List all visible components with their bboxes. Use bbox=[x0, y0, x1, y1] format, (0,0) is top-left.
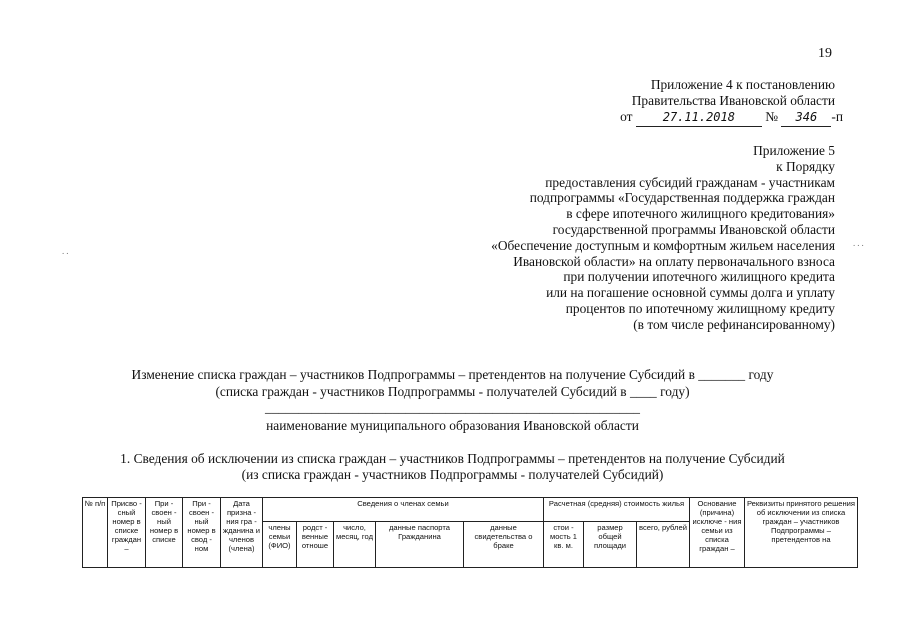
col-family-members: члены семьи (ФИО) bbox=[263, 522, 297, 568]
appendix5-block bbox=[491, 143, 835, 333]
handwritten-date: 27.11.2018 bbox=[636, 110, 762, 127]
appendix5-line: государственной программы Ивановской области bbox=[552, 221, 835, 237]
section1-heading: 1. Сведения об исключении из списка граждан – участников Подпрограммы – претендентов на получение Субсидий bbox=[120, 451, 785, 466]
handwritten-number: 346 bbox=[781, 110, 831, 127]
appendix4-line1: Приложение 4 к постановлению bbox=[650, 77, 835, 92]
col-exclusion-reason: Основание (причина) исключе - ния семьи из списка граждан – bbox=[690, 498, 745, 568]
appendix4-date-line bbox=[620, 109, 843, 127]
col-summary-number: При - своен - ный номер в свод - ном bbox=[183, 498, 221, 568]
appendix5-line: подпрограммы «Государственная поддержка граждан bbox=[529, 190, 835, 206]
housing-cost-header: Расчетная (средняя) стоимость жилья bbox=[544, 498, 690, 522]
appendix5-line: в сфере ипотечного жилищного кредитования» bbox=[566, 206, 835, 222]
appendix5-line: Приложение 5 bbox=[753, 143, 835, 158]
document-subtitle: (списка граждан - участников Подпрограммы - получателей Субсидий в ____ году) bbox=[215, 384, 690, 399]
exclusion-table bbox=[82, 497, 858, 568]
col-recognition-date: Дата призна - ния гра - жданина и членов (члена) bbox=[221, 498, 263, 568]
number-label: № bbox=[765, 109, 778, 124]
number-suffix: -п bbox=[831, 109, 843, 124]
municipality-underline: ________________________________________________________ bbox=[265, 400, 640, 415]
col-decision-requisites: Реквизиты принятого решения об исключении из списка граждан – участников Подпрограммы – претендентов на bbox=[745, 498, 858, 568]
section1-subheading: (из списка граждан - участников Подпрограммы - получателей Субсидий) bbox=[241, 467, 664, 482]
from-label: от bbox=[620, 109, 633, 124]
col-assigned-number: Присво - сный номер в списке граждан – bbox=[108, 498, 146, 568]
document-title: Изменение списка граждан – участников Подпрограммы – претендентов на получение Субсидий в _______ году bbox=[131, 367, 774, 382]
col-number: № п/п bbox=[83, 498, 108, 568]
col-total-rubles: всего, рублей bbox=[637, 522, 690, 568]
appendix4-line2: Правительства Ивановской области bbox=[631, 93, 835, 108]
col-marriage-certificate: данные свидетельства о браке bbox=[464, 522, 544, 568]
col-total-area: размер общей площади bbox=[584, 522, 637, 568]
appendix5-line: Ивановской области» на оплату первоначального взноса bbox=[513, 253, 835, 269]
appendix5-line: или на погашение основной суммы долга и уплату bbox=[546, 285, 835, 301]
appendix5-line: процентов по ипотечному жилищному кредиту bbox=[565, 300, 835, 316]
scan-artifact: ... bbox=[853, 238, 866, 248]
col-passport-data: данные паспорта Гражданина bbox=[376, 522, 464, 568]
col-cost-per-sqm: стои - мость 1 кв. м. bbox=[544, 522, 584, 568]
col-family-relation: родст - венные отноше bbox=[297, 522, 334, 568]
appendix5-line: предоставления субсидий гражданам - участникам bbox=[545, 174, 835, 190]
appendix5-line: к Порядку bbox=[776, 158, 835, 174]
appendix5-line: «Обеспечение доступным и комфортным жильем населения bbox=[491, 237, 835, 253]
appendix5-line: (в том числе рефинансированному) bbox=[633, 316, 835, 332]
municipality-caption: наименование муниципального образования Ивановской области bbox=[266, 418, 639, 433]
appendix5-line: при получении ипотечного жилищного кредита bbox=[563, 269, 835, 285]
page-number: 19 bbox=[818, 46, 832, 61]
col-birth-date: число, месяц, год bbox=[334, 522, 376, 568]
scan-artifact: .. bbox=[62, 246, 71, 256]
family-info-header: Сведения о членах семьи bbox=[263, 498, 544, 522]
col-assigned-list-number: При - своен - ный номер в списке bbox=[146, 498, 183, 568]
